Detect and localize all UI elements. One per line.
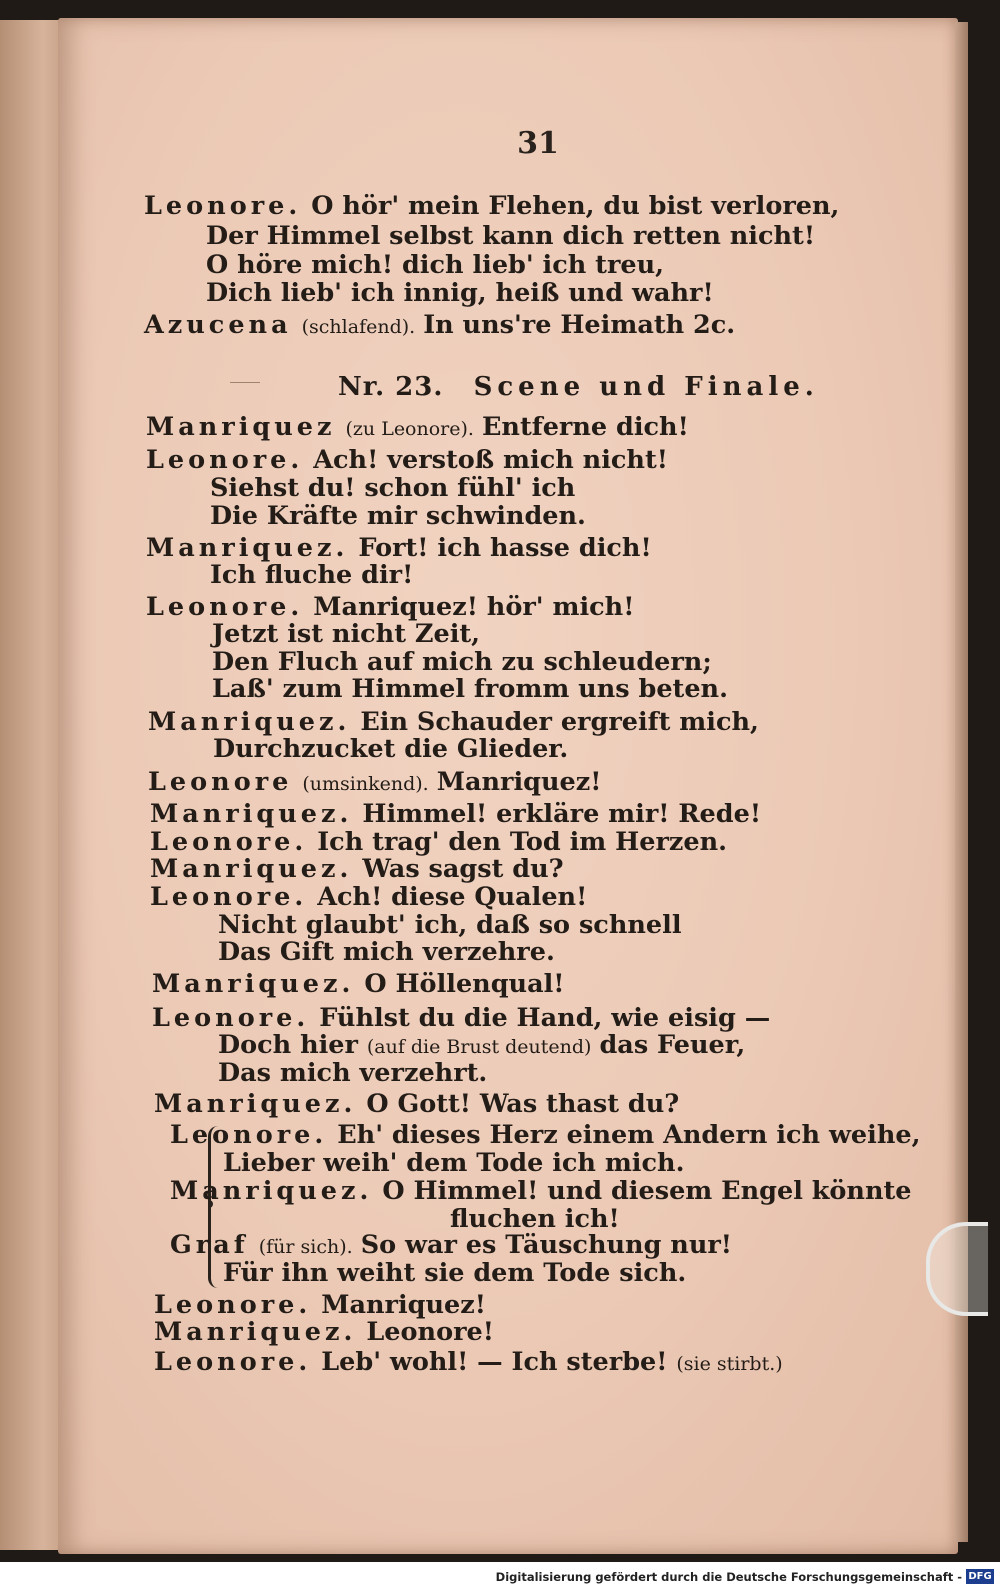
line-text: O hör' mein Flehen, du bist verloren, (311, 191, 840, 221)
speaker-name: Leonore. (146, 445, 304, 475)
heading-number: Nr. 23. (338, 372, 444, 402)
text-line (144, 191, 1000, 221)
speaker-name: Leonore. (144, 191, 302, 221)
line-text: Manriquez! (321, 1290, 486, 1320)
text-line (218, 937, 1000, 967)
text-line (212, 619, 1000, 649)
speaker-name: Manriquez. (154, 1317, 357, 1347)
speaker-name: Leonore. (150, 827, 308, 857)
speaker-name: Azucena (144, 310, 292, 340)
text-line (154, 1317, 1000, 1347)
line-text: Doch hier (218, 1030, 358, 1060)
line-text: Ach! verstoß mich nicht! (313, 445, 668, 475)
footer-credit: Digitalisierung gefördert durch die Deutsche Forschungsgemeinschaft - (495, 1570, 962, 1584)
text-line (152, 1003, 1000, 1033)
text-line (148, 767, 1000, 799)
text-line (154, 1290, 1000, 1320)
text-line (150, 882, 1000, 912)
text-line (150, 799, 1000, 829)
text-line (212, 674, 1000, 704)
stage-direction: (schlafend). (301, 316, 416, 338)
line-text: O höre mich! dich lieb' ich treu, (206, 250, 665, 280)
text-line (152, 969, 1000, 999)
line-text: Ach! diese Qualen! (317, 882, 588, 912)
speaker-name: Graf (170, 1230, 249, 1260)
speaker-name: Manriquez. (152, 969, 355, 999)
text-line (146, 533, 1000, 563)
line-text: fluchen ich! (450, 1204, 620, 1234)
line-text: Dich lieb' ich innig, heiß und wahr! (206, 278, 714, 308)
line-text: O Gott! Was thast du? (366, 1089, 680, 1119)
text-line (212, 647, 1000, 677)
text-line (150, 827, 1000, 857)
text-line (213, 734, 1000, 764)
text-line (150, 854, 1000, 884)
speaker-name: Manriquez. (150, 799, 353, 829)
line-text: Das mich verzehrt. (218, 1058, 488, 1088)
line-text: Ich trag' den Tod im Herzen. (317, 827, 728, 857)
speaker-name: Manriquez. (154, 1089, 357, 1119)
text-line (146, 445, 1000, 475)
speaker-name: Leonore. (154, 1347, 312, 1377)
speaker-name: Manriquez. (148, 707, 351, 737)
line-text: Leonore! (366, 1317, 494, 1347)
text-line (146, 412, 1000, 444)
page-clip (926, 1222, 988, 1316)
dfg-logo: DFG (966, 1569, 994, 1584)
stage-direction: (sie stirbt.) (676, 1353, 783, 1375)
text-line (148, 707, 1000, 737)
text-line (170, 1120, 1000, 1150)
line-text: Himmel! erkläre mir! Rede! (362, 799, 762, 829)
line-text: O Höllenqual! (364, 969, 565, 999)
text-line (210, 473, 1000, 503)
page-number: 31 (517, 126, 559, 161)
speaker-name: Leonore. (170, 1120, 328, 1150)
heading-title: Scene und Finale. (473, 372, 819, 402)
line-text: Was sagst du? (362, 854, 564, 884)
line-text: Ich fluche dir! (210, 560, 414, 590)
section-heading (338, 372, 819, 402)
line-text: Durchzucket die Glieder. (213, 734, 569, 764)
text-line (206, 250, 1000, 280)
line-text: Nicht glaubt' ich, daß so schnell (218, 910, 682, 940)
line-text: Fühlst du die Hand, wie eisig — (319, 1003, 771, 1033)
speaker-name: Leonore (148, 767, 293, 797)
text-line (206, 221, 1000, 251)
line-text: Lieber weih' dem Tode ich mich. (223, 1148, 685, 1178)
line-text: Der Himmel selbst kann dich retten nicht! (206, 221, 816, 251)
line-text: Fort! ich hasse dich! (358, 533, 652, 563)
digitization-footer (0, 1562, 1000, 1593)
line-text: Manriquez! (436, 767, 602, 797)
speaker-name: Leonore. (150, 882, 308, 912)
line-text: Eh' dieses Herz einem Andern ich weihe, (337, 1120, 921, 1150)
stage-direction: (für sich). (258, 1236, 353, 1258)
text-line (218, 1058, 1000, 1088)
stage-direction: (zu Leonore). (345, 418, 474, 440)
line-text: So war es Täuschung nur! (360, 1230, 732, 1260)
speaker-name: Manriquez (146, 412, 336, 442)
text-line (170, 1176, 1000, 1206)
line-text: Entferne dich! (481, 412, 689, 442)
line-text: Siehst du! schon fühl' ich (210, 473, 576, 503)
speaker-name: Manriquez. (150, 854, 353, 884)
line-text: O Himmel! und diesem Engel könnte (382, 1176, 912, 1206)
text-line (146, 592, 1000, 622)
text-line (210, 501, 1000, 531)
line-text: In uns're Heimath 2c. (423, 310, 736, 340)
text-line (210, 560, 1000, 590)
line-text: Die Kräfte mir schwinden. (210, 501, 586, 531)
stage-direction: (auf die Brust deutend) (366, 1036, 592, 1058)
line-text: Den Fluch auf mich zu schleudern; (212, 647, 712, 677)
text-line (154, 1089, 1000, 1119)
speaker-name: Manriquez. (170, 1176, 373, 1206)
line-text: Jetzt ist nicht Zeit, (212, 619, 481, 649)
speaker-name: Leonore. (146, 592, 304, 622)
line-text: Laß' zum Himmel fromm uns beten. (212, 674, 728, 704)
line-text: Manriquez! hör' mich! (313, 592, 635, 622)
text-line (218, 910, 1000, 940)
line-text: Das Gift mich verzehre. (218, 937, 555, 967)
speaker-name: Leonore. (154, 1290, 312, 1320)
line-text: Leb' wohl! — Ich sterbe! (321, 1347, 668, 1377)
text-line (223, 1258, 1000, 1288)
heading-dash (230, 382, 260, 383)
text-line (223, 1148, 1000, 1178)
line-text: Ein Schauder ergreift mich, (360, 707, 759, 737)
line-text: das Feuer, (599, 1030, 746, 1060)
text-line (206, 278, 1000, 308)
stage-direction: (umsinkend). (302, 773, 429, 795)
speaker-name: Manriquez. (146, 533, 349, 563)
speaker-name: Leonore. (152, 1003, 310, 1033)
text-line (144, 310, 1000, 342)
text-line (154, 1347, 1000, 1379)
line-text: Für ihn weiht sie dem Tode sich. (223, 1258, 687, 1288)
book-page (58, 18, 958, 1554)
